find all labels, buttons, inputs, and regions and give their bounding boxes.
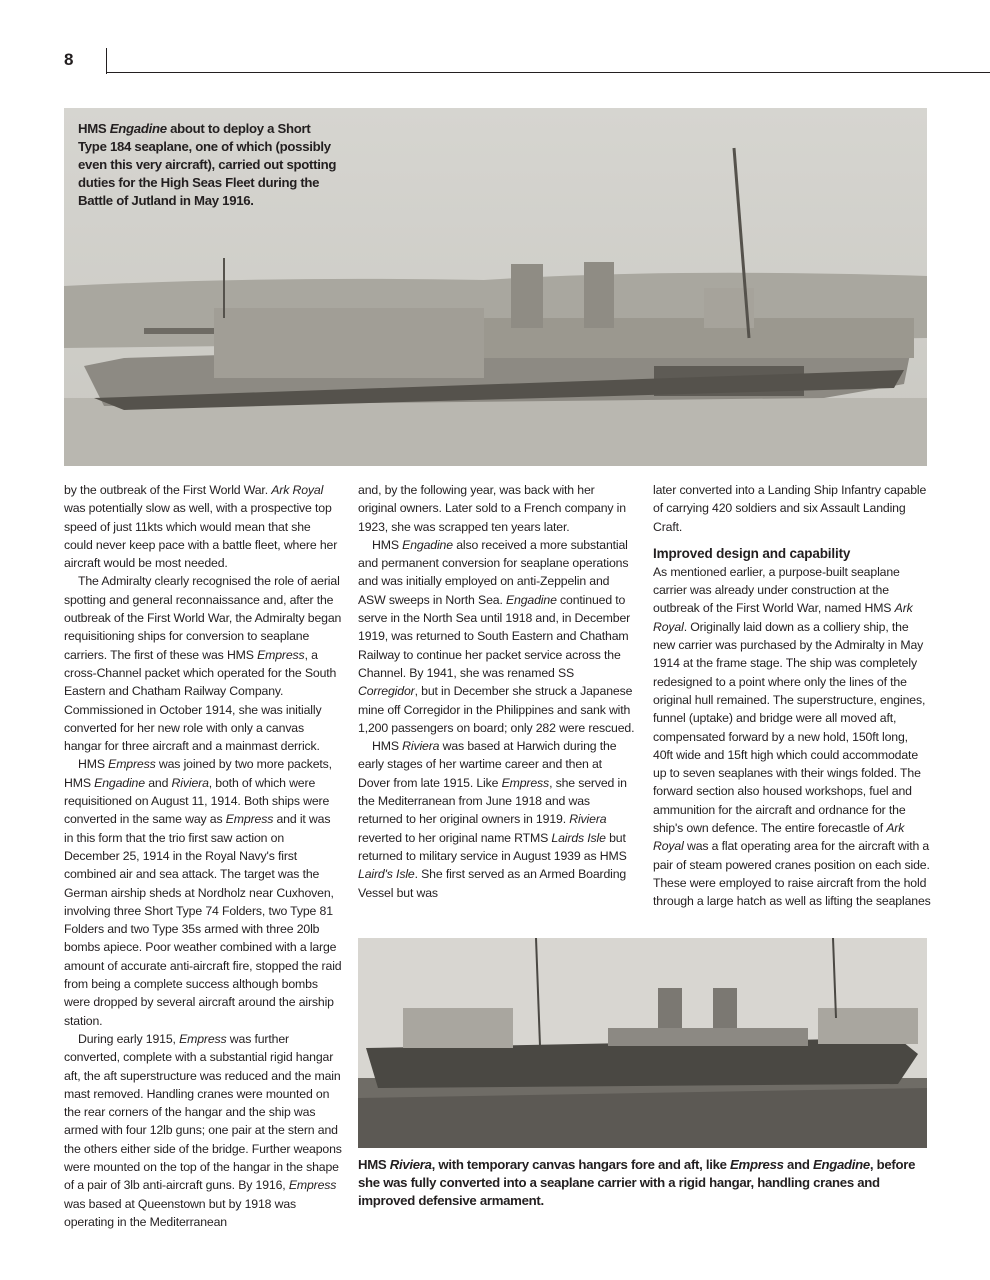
text-run: and it was in this form that the trio first saw action on December 25, 1914 in the Royal Navy's first combined air and sea attack. The target was the German airship sheds at Nordholz near Cuxhoven, involving three Short Type 74 Folders, two Type 81 Folders and two Type 35s armed with three 20lb bombs apiece. Poor weather combined with a large amount of accurate anti-aircraft fire, stopped the raid from being a complete success although bombs were dropped by several aircraft around the airship station.: [64, 812, 342, 1028]
body-paragraph: [653, 563, 931, 911]
italic-text: Empress: [225, 812, 274, 827]
italic-text: Empress: [730, 1157, 784, 1172]
text-run: , but in December she struck a Japanese mine off Corregidor in the Philippines and sank with 1,200 passengers on board; only 282 were rescued.: [358, 684, 635, 735]
body-paragraph: [358, 481, 636, 536]
italic-text: Engadine: [94, 775, 145, 790]
text-run: continued to serve in the North Sea until 1918 and, in December 1919, was returned to South Eastern and Chatham Railway to continue her packet service across the Channel. By 1941, she was renamed SS: [358, 592, 631, 680]
header-rule: [106, 72, 990, 73]
text-column-1: [64, 481, 342, 1231]
body-paragraph: [64, 572, 342, 755]
text-run: and: [783, 1157, 813, 1172]
italic-text: Engadine: [505, 592, 557, 607]
top-photo-caption: [78, 120, 338, 210]
text-run: , a cross-Channel packet which operated for the South Eastern and Chatham Railway Company. Commissioned in October 1914, she was initially converted for her new role with only a canvas hangar for three aircraft and a mainmast derrick.: [64, 647, 337, 754]
text-run: , before she was fully converted into a seaplane carrier with a rigid hangar, handling cranes and improved defensive armament.: [358, 1157, 916, 1208]
text-run: HMS: [372, 537, 403, 552]
text-column-3: [653, 481, 931, 911]
text-run: reverted to her original name RTMS: [358, 830, 552, 845]
text-run: and, by the following year, was back with her original owners. Later sold to a French company in 1923, she was scrapped ten years later.: [358, 483, 626, 534]
text-column-2: [358, 481, 636, 902]
text-run: The Admiralty clearly recognised the role of aerial spotting and general reconnaissance and, after the outbreak of the First World War, the Admiralty began requisitioning ships for conversion to seaplane carriers. The first of these was HMS: [64, 574, 342, 662]
italic-text: Lairds Isle: [551, 830, 606, 845]
text-run: and: [144, 775, 172, 790]
italic-text: Ark Royal: [653, 601, 913, 634]
italic-text: Riviera: [389, 1157, 432, 1172]
text-run: HMS: [372, 739, 403, 754]
text-run: HMS: [78, 121, 110, 136]
text-run: During early 1915,: [78, 1031, 180, 1046]
text-run: HMS: [78, 757, 109, 772]
text-run: about to deploy a Short Type 184 seaplane, one of which (possibly even this very aircraft), carried out spotting duties for the High Seas Fleet during the Battle of Jutland in May 1916.: [78, 121, 337, 208]
text-run: , she served in the Mediterranean from June 1918 and was returned to her original owners in 1919.: [358, 775, 627, 827]
text-run: As mentioned earlier, a purpose-built seaplane carrier was already under construction at the outbreak of the First World War, named HMS: [653, 564, 900, 616]
italic-text: Engadine: [402, 537, 453, 552]
body-paragraph: [358, 737, 636, 902]
text-run: was based at Queenstown but by 1918 was operating in the Mediterranean: [64, 1196, 297, 1229]
text-run: but returned to military service in August 1939 as HMS: [358, 830, 627, 863]
italic-text: Ark Royal: [653, 821, 905, 854]
italic-text: Corregidor: [358, 684, 415, 699]
text-run: . She first served as an Armed Boarding Vessel but was: [358, 867, 627, 900]
text-run: was a flat operating area for the aircraft with a pair of steam powered cranes position on each side. These were employed to raise aircraft from the hold through a large hatch as well as lifting the seaplanes: [653, 839, 931, 909]
italic-text: Riviera: [402, 739, 440, 754]
text-run: was potentially slow as well, with a prospective top speed of just 11kts which would mean that she could never keep pace with a battle fleet, where her aircraft would be most needed.: [64, 501, 338, 571]
body-paragraph: [358, 536, 636, 737]
header-divider-vertical: [106, 48, 107, 74]
text-run: was based at Harwich during the early stages of her wartime career and then at Dover from late 1915. Like: [358, 739, 617, 790]
photo-hms-riviera: [358, 938, 927, 1148]
text-run: , both of which were requisitioned on August 11, 1914. Both ships were converted in the same way as: [64, 775, 330, 827]
italic-text: Laird's Isle: [358, 867, 415, 882]
text-run: . Originally laid down as a colliery ship, the new carrier was purchased by the Admiralty in May 1914 at the frame stage. The ship was completely redesigned to a point where only the lines of the original hull remained. The superstructure, engines, funnel (uptake) and bridge were all moved aft, compensated forward by a new hold, 150ft long, 40ft wide and 15ft high which could accommodate up to seven seaplanes with their wings folded. The forward section also housed workshops, fuel and ammunition for the aircraft and ordnance for the ship's own defence. The entire forecastle of: [653, 619, 926, 836]
text-run: HMS: [358, 1157, 390, 1172]
bottom-photo-caption: [358, 1156, 928, 1210]
text-run: later converted into a Landing Ship Infantry capable of carrying 420 soldiers and six Assault Landing Craft.: [653, 483, 927, 534]
italic-text: Ark Royal: [271, 483, 324, 497]
body-paragraph: [653, 481, 931, 536]
body-paragraph: [64, 481, 342, 572]
page-number: 8: [64, 50, 74, 69]
italic-text: Empress: [108, 757, 156, 772]
text-run: by the outbreak of the First World War.: [64, 483, 272, 497]
section-heading: Improved design and capability: [653, 545, 851, 561]
text-run: , with temporary canvas hangars fore and aft, like: [431, 1157, 731, 1172]
italic-text: Engadine: [812, 1157, 870, 1172]
text-run: was joined by two more packets, HMS: [64, 757, 332, 790]
italic-text: Engadine: [109, 121, 167, 136]
text-run: also received a more substantial and permanent conversion for seaplane operations and was initially employed on anti-Zeppelin and ASW sweeps in North Sea.: [358, 537, 629, 607]
italic-text: Empress: [257, 647, 305, 662]
italic-text: Empress: [179, 1031, 227, 1046]
italic-text: Empress: [288, 1178, 337, 1193]
italic-text: Riviera: [569, 812, 607, 827]
italic-text: Empress: [501, 775, 550, 790]
body-paragraph: [64, 1030, 342, 1231]
italic-text: Riviera: [171, 775, 209, 790]
body-paragraph: [64, 755, 342, 1029]
text-run: was further converted, complete with a substantial rigid hangar aft, the aft superstructure was reduced and the main mast removed. Handling cranes were mounted on the rear corners of the hangar and the ship was armed with four 12lb guns; one pair at the stern and the others either side of the bridge. Further weapons were mounted on the top of the hangar in the shape of a pair of 3lb anti-aircraft guns. By 1916,: [64, 1031, 342, 1193]
